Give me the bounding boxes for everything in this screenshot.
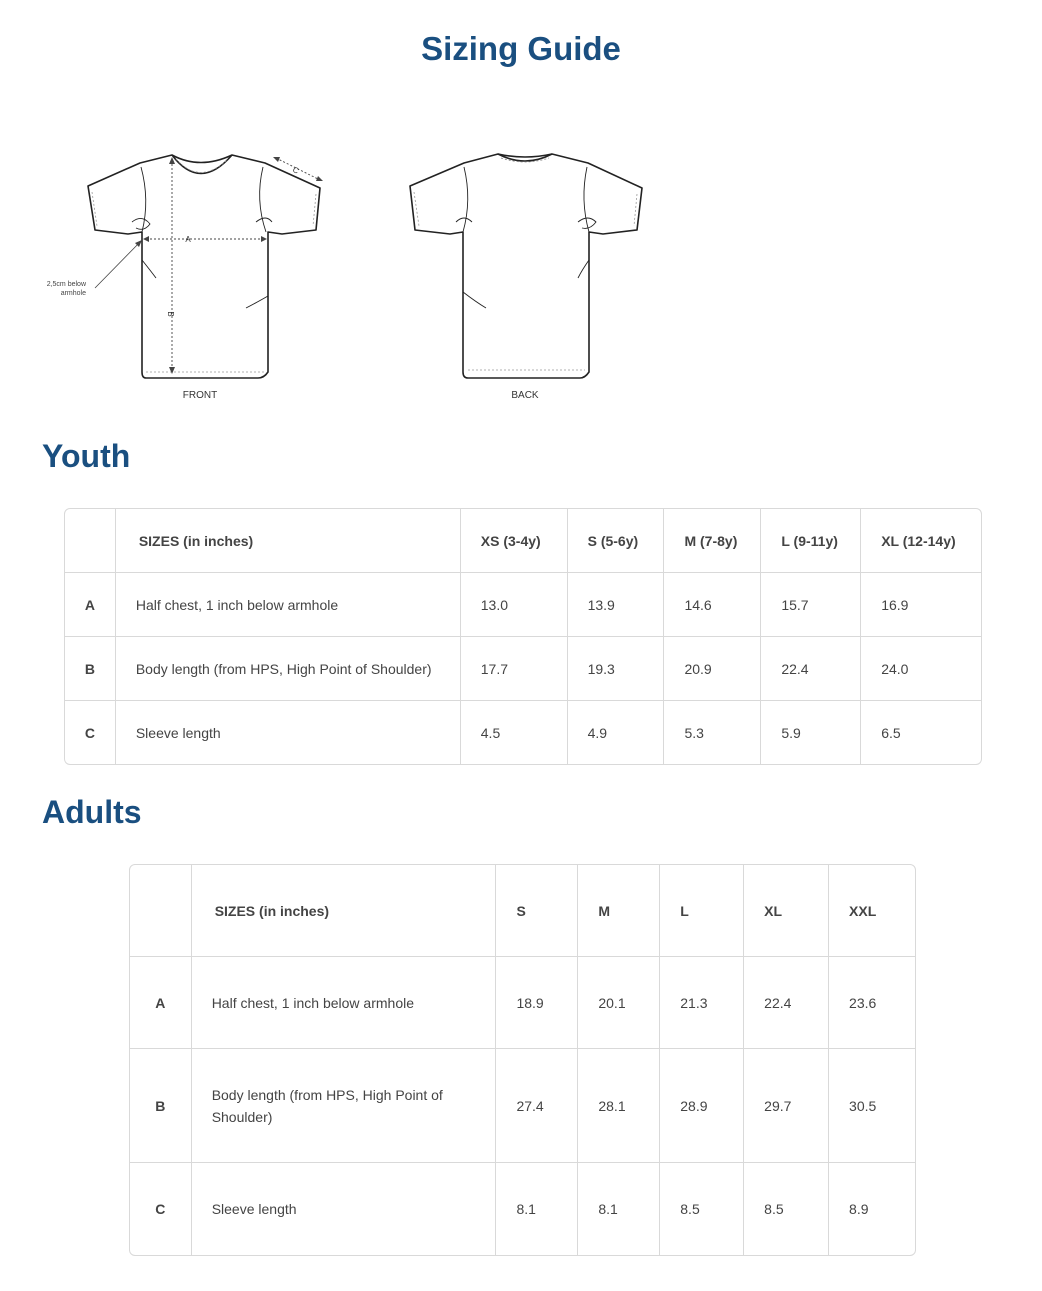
table-cell: 13.9 — [568, 573, 665, 637]
table-cell: 14.6 — [664, 573, 761, 637]
header-size: L (9-11y) — [761, 509, 861, 573]
youth-size-table — [64, 508, 982, 765]
table-cell: 8.5 — [660, 1163, 744, 1255]
table-cell: 5.9 — [761, 701, 861, 764]
table-cell: 19.3 — [568, 637, 665, 701]
table-cell: 22.4 — [744, 957, 829, 1049]
table-row — [65, 701, 981, 764]
back-label: BACK — [511, 390, 539, 401]
note-line-1: 2,5cm below — [46, 281, 86, 288]
table-cell: 5.3 — [664, 701, 761, 764]
table-cell: 17.7 — [461, 637, 568, 701]
table-cell: 23.6 — [829, 957, 915, 1049]
header-size: XL (12-14y) — [861, 509, 981, 573]
row-key: B — [130, 1049, 192, 1163]
dim-c-label: C — [291, 165, 301, 176]
youth-heading: Youth — [42, 438, 131, 474]
header-size: M — [578, 865, 660, 957]
table-header-row — [130, 865, 915, 957]
row-description: Half chest, 1 inch below armhole — [116, 573, 461, 637]
header-key-cell — [65, 509, 116, 573]
table-cell: 8.5 — [744, 1163, 829, 1255]
row-description: Body length (from HPS, High Point of Shoulder) — [116, 637, 461, 701]
header-key-cell — [130, 865, 192, 957]
table-cell: 28.9 — [660, 1049, 744, 1163]
table-row — [130, 1049, 915, 1163]
row-key: C — [130, 1163, 192, 1255]
table-cell: 4.9 — [568, 701, 665, 764]
table-cell: 8.9 — [849, 1201, 869, 1217]
header-size: M (7-8y) — [664, 509, 761, 573]
dim-b-label: B — [166, 311, 175, 317]
table-row — [65, 637, 981, 701]
adults-heading: Adults — [42, 794, 142, 830]
dim-a-label: A — [185, 235, 191, 244]
tshirt-diagram — [0, 110, 700, 420]
row-description: Body length (from HPS, High Point of Shoulder) — [192, 1049, 497, 1163]
table-cell: 15.7 — [761, 573, 861, 637]
row-key: C — [65, 701, 116, 764]
table-cell: 27.4 — [496, 1049, 578, 1163]
table-cell: 6.5 — [881, 724, 901, 741]
row-description: Sleeve length — [116, 701, 461, 764]
table-row — [65, 573, 981, 637]
table-cell: 8.1 — [496, 1163, 578, 1255]
header-size: S — [496, 865, 578, 957]
front-label: FRONT — [182, 390, 218, 401]
table-cell: 22.4 — [761, 637, 861, 701]
adults-size-table — [129, 864, 916, 1256]
tshirt-front-icon — [88, 155, 320, 378]
table-cell: 20.9 — [664, 637, 761, 701]
header-size: L — [660, 865, 744, 957]
header-sizes-label: SIZES (in inches) — [116, 509, 461, 573]
table-cell: 20.1 — [578, 957, 660, 1049]
table-row — [130, 957, 915, 1049]
table-cell: 29.7 — [744, 1049, 829, 1163]
table-cell: 18.9 — [496, 957, 578, 1049]
table-cell: 4.5 — [461, 701, 568, 764]
table-cell: 28.1 — [578, 1049, 660, 1163]
header-sizes-label: SIZES (in inches) — [192, 865, 497, 957]
table-cell: 24.0 — [861, 637, 981, 701]
header-size: S (5-6y) — [568, 509, 665, 573]
row-key: B — [65, 637, 116, 701]
row-description: Sleeve length — [192, 1163, 497, 1255]
table-header-row — [65, 509, 981, 573]
table-cell: 13.0 — [461, 573, 568, 637]
row-description: Half chest, 1 inch below armhole — [192, 957, 497, 1049]
table-cell: 21.3 — [660, 957, 744, 1049]
page-title: Sizing Guide — [421, 30, 621, 67]
table-cell: 30.5 — [829, 1049, 915, 1163]
row-key: A — [130, 957, 192, 1049]
table-cell: 16.9 — [861, 573, 981, 637]
header-size: XS (3-4y) — [461, 509, 568, 573]
row-key: A — [65, 573, 116, 637]
header-size: XXL — [829, 865, 915, 957]
table-cell: 8.1 — [578, 1163, 660, 1255]
table-row — [130, 1163, 915, 1255]
note-line-2: armhole — [60, 290, 86, 297]
tshirt-back-icon — [410, 154, 642, 378]
header-size: XL — [744, 865, 829, 957]
